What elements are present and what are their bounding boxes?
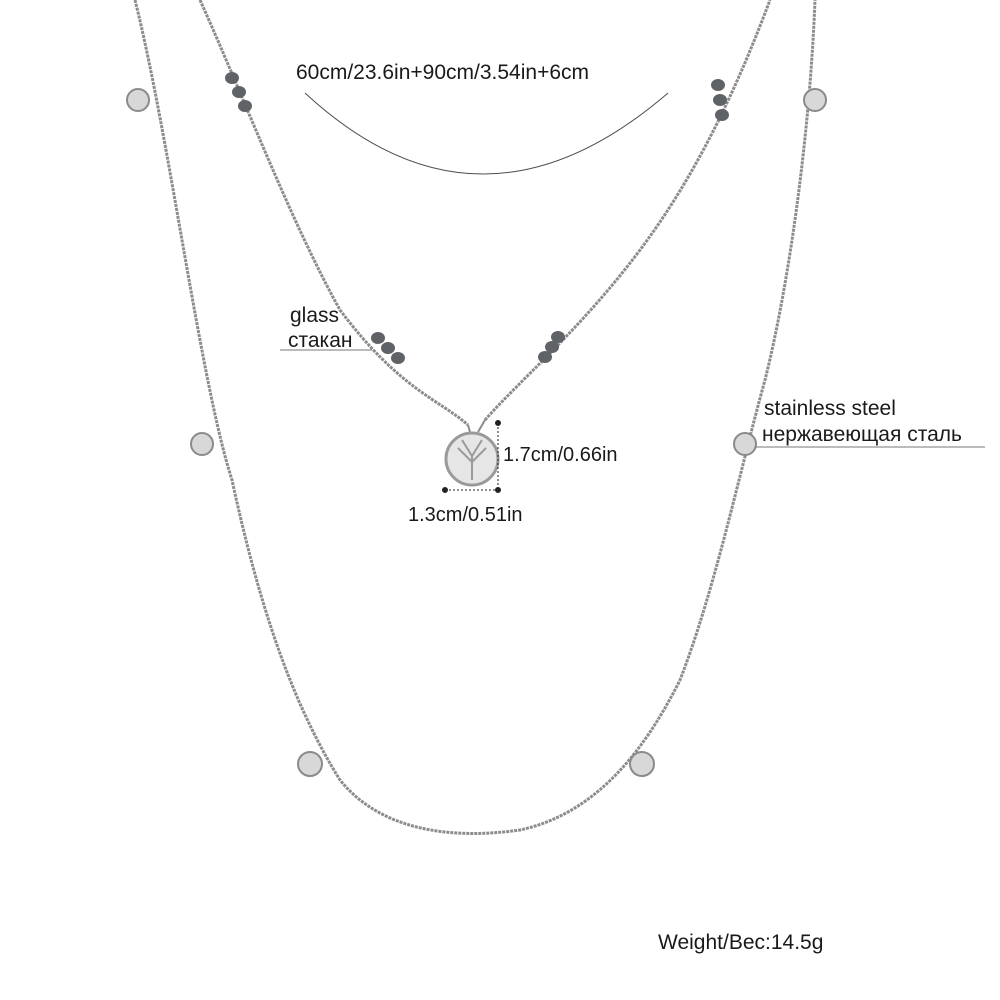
length-label: 60cm/23.6in+90cm/3.54in+6cm <box>296 61 590 84</box>
glass-bead <box>551 331 565 343</box>
glass-bead <box>225 72 239 84</box>
steel-label-en: stainless steel <box>764 397 896 420</box>
pendant-height-label: 1.7cm/0.66in <box>503 444 618 466</box>
glass-bead <box>371 332 385 344</box>
glass-bead <box>713 94 727 106</box>
dimension-dot <box>443 488 448 493</box>
tree-charm <box>298 752 322 776</box>
tree-charm <box>127 89 149 111</box>
steel-label-ru: нержавеющая сталь <box>762 423 962 446</box>
length-arc <box>305 93 668 174</box>
tree-charm <box>191 433 213 455</box>
glass-bead <box>391 352 405 364</box>
glass-bead <box>238 100 252 112</box>
glass-bead <box>381 342 395 354</box>
glass-bead <box>711 79 725 91</box>
glass-label-ru: стакан <box>288 329 353 352</box>
tree-charm <box>630 752 654 776</box>
long-chain <box>135 0 815 833</box>
dimension-dot <box>496 421 501 426</box>
glass-label-en: glass <box>290 304 340 327</box>
glass-bead <box>232 86 246 98</box>
pendant-width-label: 1.3cm/0.51in <box>408 504 523 526</box>
tree-of-life-pendant <box>446 420 498 485</box>
glass-bead <box>715 109 729 121</box>
glass-bead <box>538 351 552 363</box>
tree-charm <box>734 433 756 455</box>
dimension-dot <box>496 488 501 493</box>
weight-label: Weight/Bec:14.5g <box>658 931 824 954</box>
tree-charm <box>804 89 826 111</box>
